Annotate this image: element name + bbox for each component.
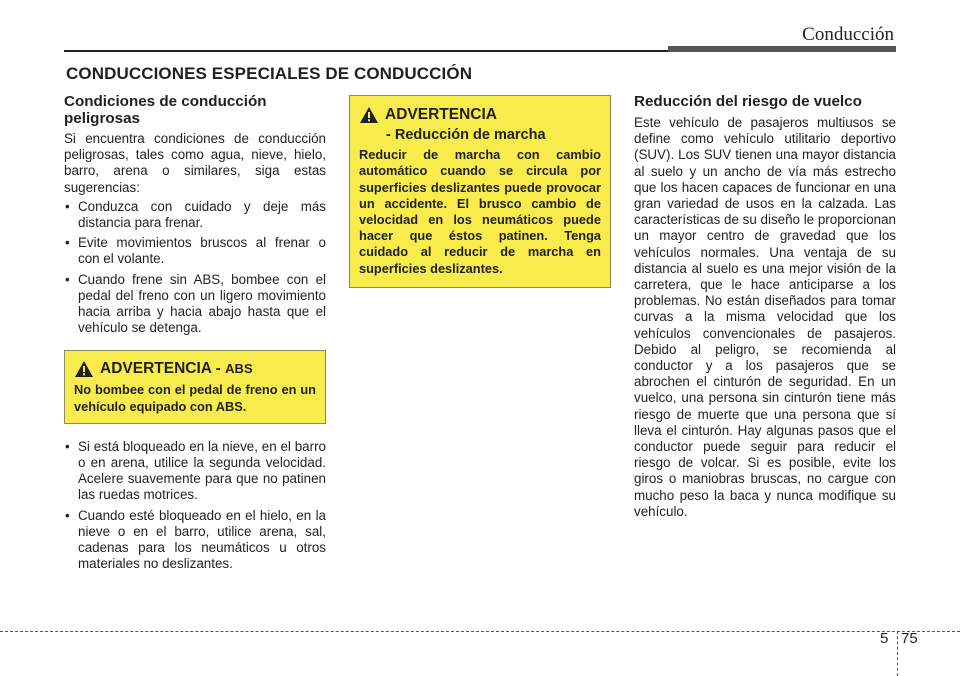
bullet: • [65, 235, 70, 251]
column-middle [349, 95, 611, 288]
warning-box-abs [64, 350, 326, 423]
subheading-line-2: peligrosas [64, 110, 140, 127]
chapter-title: Conducción [802, 24, 894, 45]
rollover-paragraph: Este vehículo de pasajeros multiusos se define como vehículo utilitario deportivo (SUV). Los SUV tienen una mayor distancia al suelo y un ancho de vía más estrecho que los hacen capaces de funcionar en una gran variedad de usos en la calzada. Las características de su diseño le proporcionan un mayor centro de gravedad que los vehículos normales. Una ventaja de su distancia al suelo es una mejor visión de la carretera, que le hace anticiparse a los problemas. No están diseñados para tomar curvas a la misma velocidad que los vehículos convencionales de pasajeros. Debido al peligro, se recomienda al conductor y a los pasajeros que se abrochen el cinturón de seguridad. En un vuelco, una persona sin cinturón tiene más riesgo de muerte que una persona que sí lleva el cinturón. Hay algunas pasos que el conductor puede seguir para reducir el riesgo de volcar. Si es posible, evite los giros o maniobras bruscas, no cargue con mucho peso la baca y nunca modifique su vehículo. [634, 115, 897, 519]
warning-body: No bombee con el pedal de freno en un vehículo equipado con ABS. [74, 382, 316, 414]
list-item: • Si está bloqueado en la nieve, en el barro o en arena, utilice la segunda velocidad. Acelere suavemente para que no patinen las ruedas motrices. [65, 438, 326, 503]
warning-title: ADVERTENCIA - ABS [100, 360, 253, 378]
section-title: CONDUCCIONES ESPECIALES DE CONDUCCIÓN [66, 64, 473, 83]
footer-separator [897, 631, 898, 676]
bullet: • [65, 271, 70, 287]
column-right [634, 93, 896, 520]
bullet: • [65, 438, 70, 454]
warning-header [74, 360, 316, 378]
stuck-tips-list [64, 439, 326, 573]
warning-body: Reducir de marcha con cambio automático cuando se circula por superficies deslizantes puede provocar un accidente. El brusco cambio de velocidad en los neumáticos puede hacer que éstos patinen. Tenga cuidado al reducir de marcha en superficies deslizantes. [359, 147, 601, 276]
intro-paragraph: Si encuentra condiciones de conducción peligrosas, tales como agua, nieve, hielo, barro, arena o similares, siga estas sugerencias: [64, 131, 326, 195]
subheading-rollover: Reducción del riesgo de vuelco [634, 93, 862, 110]
subheading-line-1: Condiciones de conducción [64, 93, 267, 110]
warning-title-suffix: ABS [225, 361, 253, 377]
warning-box-downshift [349, 95, 611, 288]
subheading-dangerous-conditions [64, 93, 326, 127]
warning-title: ADVERTENCIA [385, 105, 497, 123]
bullet: • [65, 198, 70, 214]
page-number: 75 [901, 630, 918, 647]
list-item: • Cuando frene sin ABS, bombee con el pedal del freno con un ligero movimiento hacia arriba y hacia abajo hasta que el vehículo se detenga. [65, 271, 326, 336]
warning-subtitle: - Reducción de marcha [386, 127, 546, 143]
warning-triangle-icon [359, 106, 379, 124]
bullet: • [65, 507, 70, 523]
chapter-number: 5 [880, 630, 889, 647]
list-item: • Conduzca con cuidado y deje más distancia para frenar. [65, 198, 326, 231]
header-accent-bar [668, 46, 896, 52]
column-left [64, 93, 326, 576]
header-rule [64, 50, 668, 52]
footer-rule [0, 631, 960, 632]
warning-header [359, 106, 601, 124]
warning-triangle-icon [74, 360, 94, 378]
list-item: • Cuando esté bloqueado en el hielo, en la nieve o en el barro, utilice arena, sal, cadenas para los neumáticos u otros materiales no deslizantes. [65, 507, 326, 572]
list-item: • Evite movimientos bruscos al frenar o con el volante. [65, 235, 326, 267]
tips-list [64, 199, 326, 337]
